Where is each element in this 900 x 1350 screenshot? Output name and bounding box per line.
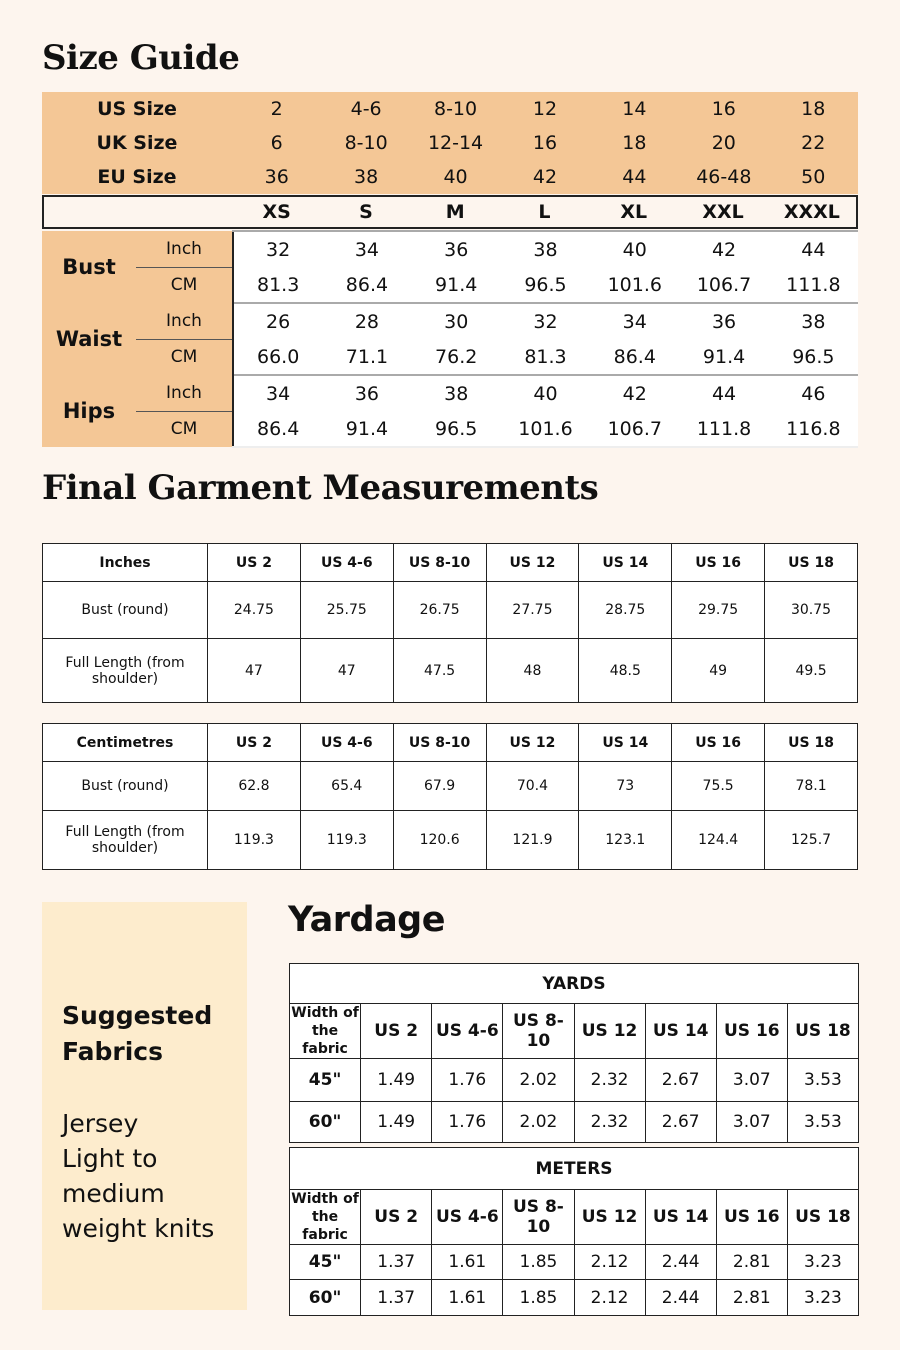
cell: 65.4 (300, 762, 393, 811)
row-label: US Size (97, 98, 177, 120)
cell: 16 (532, 132, 558, 154)
header-cell: US 16 (716, 1190, 787, 1245)
cell: 120.6 (393, 811, 486, 870)
cell: 2.32 (574, 1102, 645, 1143)
suggested-fabrics-list (62, 1106, 242, 1246)
row-label: 60" (290, 1102, 361, 1143)
table-caption: YARDS (290, 964, 859, 1004)
cell: 34 (322, 231, 411, 267)
cell: 125.7 (765, 811, 858, 870)
hips-label: Hips (42, 375, 136, 447)
cell: 67.9 (393, 762, 486, 811)
cell: 26 (233, 303, 322, 339)
header-cell: US 18 (787, 1004, 858, 1059)
cell: 1.49 (361, 1102, 432, 1143)
cell: 91.4 (412, 267, 501, 303)
cell: 73 (579, 762, 672, 811)
header-cell: US 14 (579, 724, 672, 762)
cell: 70.4 (486, 762, 579, 811)
cell: 40 (443, 166, 468, 188)
cell: 14 (622, 98, 647, 120)
cell: 36 (679, 303, 768, 339)
cell: 123.1 (579, 811, 672, 870)
cell: 16 (711, 98, 736, 120)
cell: 6 (270, 132, 283, 154)
cell: 8-10 (344, 132, 388, 154)
cell: 124.4 (672, 811, 765, 870)
cell: 42 (590, 375, 679, 411)
cell: 50 (801, 166, 826, 188)
cell: 40 (590, 231, 679, 267)
cell: 96.5 (501, 267, 590, 303)
cell: 47 (300, 639, 393, 703)
garment-centimetres-table (42, 723, 858, 870)
cell: 81.3 (233, 267, 322, 303)
body-measurements-table (42, 230, 858, 448)
cell: 1.37 (361, 1245, 432, 1280)
cell: 78.1 (765, 762, 858, 811)
cell: 36 (412, 231, 501, 267)
unit-label: Inch (136, 231, 233, 267)
cell: 44 (769, 231, 858, 267)
uk-size-row (42, 126, 858, 160)
unit-label: Inch (136, 303, 233, 339)
garment-inches-table (42, 543, 858, 703)
cell: 40 (501, 375, 590, 411)
cell: 28.75 (579, 582, 672, 639)
cell: 22 (801, 132, 826, 154)
letter-size: XS (262, 201, 291, 223)
cell: 12-14 (427, 132, 484, 154)
cell: 38 (501, 231, 590, 267)
fabric-line: Light to medium weight knits (62, 1144, 215, 1243)
header-cell: US 8-10 (393, 544, 486, 582)
cell: 96.5 (769, 339, 858, 375)
row-label: Full Length (from shoulder) (43, 811, 208, 870)
header-cell: US 14 (645, 1004, 716, 1059)
table-header (43, 724, 858, 762)
cell: 30.75 (765, 582, 858, 639)
unit-label: Inch (136, 375, 233, 411)
hips-cm-row (42, 411, 858, 447)
final-garment-title: Final Garment Measurements (42, 468, 599, 508)
header-cell: US 4-6 (432, 1190, 503, 1245)
cell: 1.49 (361, 1059, 432, 1102)
cell: 2.12 (574, 1245, 645, 1280)
cell: 29.75 (672, 582, 765, 639)
us-size-row (42, 92, 858, 126)
cell: 48.5 (579, 639, 672, 703)
cell: 48 (486, 639, 579, 703)
header-cell: US 2 (361, 1004, 432, 1059)
cell: 3.53 (787, 1059, 858, 1102)
header-cell: Inches (43, 544, 208, 582)
header-cell: Centimetres (43, 724, 208, 762)
cell: 20 (711, 132, 736, 154)
cell: 38 (354, 166, 379, 188)
size-guide-title: Size Guide (42, 38, 240, 78)
header-cell: US 4-6 (432, 1004, 503, 1059)
header-cell: US 14 (645, 1190, 716, 1245)
cell: 28 (322, 303, 411, 339)
cell: 38 (769, 303, 858, 339)
cell: 1.85 (503, 1245, 574, 1280)
yardage-yards-table (289, 963, 859, 1143)
cell: 119.3 (208, 811, 301, 870)
table-row (43, 582, 858, 639)
header-cell: US 18 (787, 1190, 858, 1245)
table-row (43, 639, 858, 703)
cell: 101.6 (590, 267, 679, 303)
cell: 1.37 (361, 1280, 432, 1316)
cell: 116.8 (769, 411, 858, 447)
cell: 3.23 (787, 1280, 858, 1316)
cell: 121.9 (486, 811, 579, 870)
cell: 36 (322, 375, 411, 411)
table-row (290, 1280, 859, 1316)
cell: 2.02 (503, 1059, 574, 1102)
cell: 2.44 (645, 1245, 716, 1280)
cell: 86.4 (233, 411, 322, 447)
cell: 44 (622, 166, 647, 188)
row-label: Bust (round) (43, 762, 208, 811)
letter-size: S (359, 201, 373, 223)
table-caption: METERS (290, 1148, 859, 1190)
table-header (43, 544, 858, 582)
row-label: 45" (290, 1245, 361, 1280)
letter-size: XXXL (783, 201, 840, 223)
header-cell: US 2 (208, 724, 301, 762)
cell: 96.5 (412, 411, 501, 447)
waist-inch-row (42, 303, 858, 339)
table-caption-row (290, 964, 859, 1004)
header-cell: US 14 (579, 544, 672, 582)
row-label: UK Size (96, 132, 178, 154)
cell: 46-48 (696, 166, 752, 188)
cell: 62.8 (208, 762, 301, 811)
header-cell: US 8-10 (393, 724, 486, 762)
cell: 42 (679, 231, 768, 267)
cell: 32 (233, 231, 322, 267)
cell: 86.4 (590, 339, 679, 375)
letter-size: M (445, 201, 465, 223)
cell: 36 (264, 166, 289, 188)
cell: 8-10 (433, 98, 478, 120)
hips-inch-row (42, 375, 858, 411)
header-cell: Width of the fabric (291, 1005, 359, 1057)
cell: 86.4 (322, 267, 411, 303)
cell: 34 (590, 303, 679, 339)
cell: 91.4 (322, 411, 411, 447)
cell: 24.75 (208, 582, 301, 639)
cell: 38 (412, 375, 501, 411)
table-row (290, 1245, 859, 1280)
cell: 3.07 (716, 1102, 787, 1143)
cell: 49 (672, 639, 765, 703)
cell: 76.2 (412, 339, 501, 375)
row-label: EU Size (97, 166, 177, 188)
bust-label: Bust (42, 231, 136, 303)
cell: 101.6 (501, 411, 590, 447)
cell: 26.75 (393, 582, 486, 639)
cell: 18 (622, 132, 647, 154)
header-cell: Width of the fabric (291, 1191, 359, 1243)
header-cell: US 16 (716, 1004, 787, 1059)
header-cell: US 16 (672, 724, 765, 762)
cell: 66.0 (233, 339, 322, 375)
header-cell: US 12 (486, 724, 579, 762)
cell: 2.81 (716, 1280, 787, 1316)
cell: 2.12 (574, 1280, 645, 1316)
cell: 1.76 (432, 1059, 503, 1102)
header-cell: US 2 (361, 1190, 432, 1245)
row-label: 45" (290, 1059, 361, 1102)
cell: 12 (532, 98, 558, 120)
waist-cm-row (42, 339, 858, 375)
table-row (43, 811, 858, 870)
cell: 46 (769, 375, 858, 411)
unit-label: CM (136, 267, 233, 303)
cell: 81.3 (501, 339, 590, 375)
blank-cell (43, 196, 232, 228)
cell: 4-6 (350, 98, 382, 120)
cell: 2.67 (645, 1059, 716, 1102)
cell: 3.23 (787, 1245, 858, 1280)
bust-cm-row (42, 267, 858, 303)
cell: 2.02 (503, 1102, 574, 1143)
cell: 91.4 (679, 339, 768, 375)
cell: 25.75 (300, 582, 393, 639)
table-row (290, 1102, 859, 1143)
cell: 44 (679, 375, 768, 411)
letter-size: XL (620, 201, 648, 223)
table-header (290, 1004, 859, 1059)
bust-inch-row (42, 231, 858, 267)
header-cell: US 8-10 (503, 1190, 574, 1245)
yardage-title: Yardage (288, 900, 445, 940)
fabric-line: Jersey (62, 1109, 139, 1138)
header-cell: US 12 (574, 1190, 645, 1245)
cell: 106.7 (679, 267, 768, 303)
cell: 1.61 (432, 1280, 503, 1316)
cell: 106.7 (590, 411, 679, 447)
table-header (290, 1190, 859, 1245)
cell: 2.67 (645, 1102, 716, 1143)
row-label: 60" (290, 1280, 361, 1316)
cell: 2 (270, 98, 283, 120)
cell: 49.5 (765, 639, 858, 703)
cell: 27.75 (486, 582, 579, 639)
cell: 111.8 (769, 267, 858, 303)
cell: 30 (412, 303, 501, 339)
cell: 18 (801, 98, 826, 120)
suggested-fabrics-title: Suggested Fabrics (62, 1001, 213, 1066)
table-row (43, 762, 858, 811)
cell: 2.81 (716, 1245, 787, 1280)
cell: 47.5 (393, 639, 486, 703)
unit-label: CM (136, 411, 233, 447)
row-label: Full Length (from shoulder) (43, 639, 208, 703)
letter-size-row (42, 195, 858, 229)
cell: 1.76 (432, 1102, 503, 1143)
header-cell: US 2 (208, 544, 301, 582)
cell: 119.3 (300, 811, 393, 870)
yardage-meters-table (289, 1147, 859, 1316)
table-caption-row (290, 1148, 859, 1190)
header-cell: US 18 (765, 724, 858, 762)
table-row (290, 1059, 859, 1102)
eu-size-row (42, 160, 858, 194)
cell: 42 (532, 166, 558, 188)
letter-size: L (538, 201, 551, 223)
cell: 34 (233, 375, 322, 411)
letter-size: XXL (702, 201, 744, 223)
header-cell: US 8-10 (503, 1004, 574, 1059)
header-cell: US 16 (672, 544, 765, 582)
cell: 1.85 (503, 1280, 574, 1316)
header-cell: US 18 (765, 544, 858, 582)
cell: 71.1 (322, 339, 411, 375)
cell: 47 (208, 639, 301, 703)
cell: 3.07 (716, 1059, 787, 1102)
unit-label: CM (136, 339, 233, 375)
header-cell: US 4-6 (300, 544, 393, 582)
cell: 111.8 (679, 411, 768, 447)
cell: 32 (501, 303, 590, 339)
cell: 2.44 (645, 1280, 716, 1316)
header-cell: US 12 (574, 1004, 645, 1059)
size-conversion-table (42, 92, 858, 194)
waist-label: Waist (42, 303, 136, 375)
cell: 2.32 (574, 1059, 645, 1102)
cell: 75.5 (672, 762, 765, 811)
row-label: Bust (round) (43, 582, 208, 639)
cell: 3.53 (787, 1102, 858, 1143)
cell: 1.61 (432, 1245, 503, 1280)
header-cell: US 4-6 (300, 724, 393, 762)
header-cell: US 12 (486, 544, 579, 582)
